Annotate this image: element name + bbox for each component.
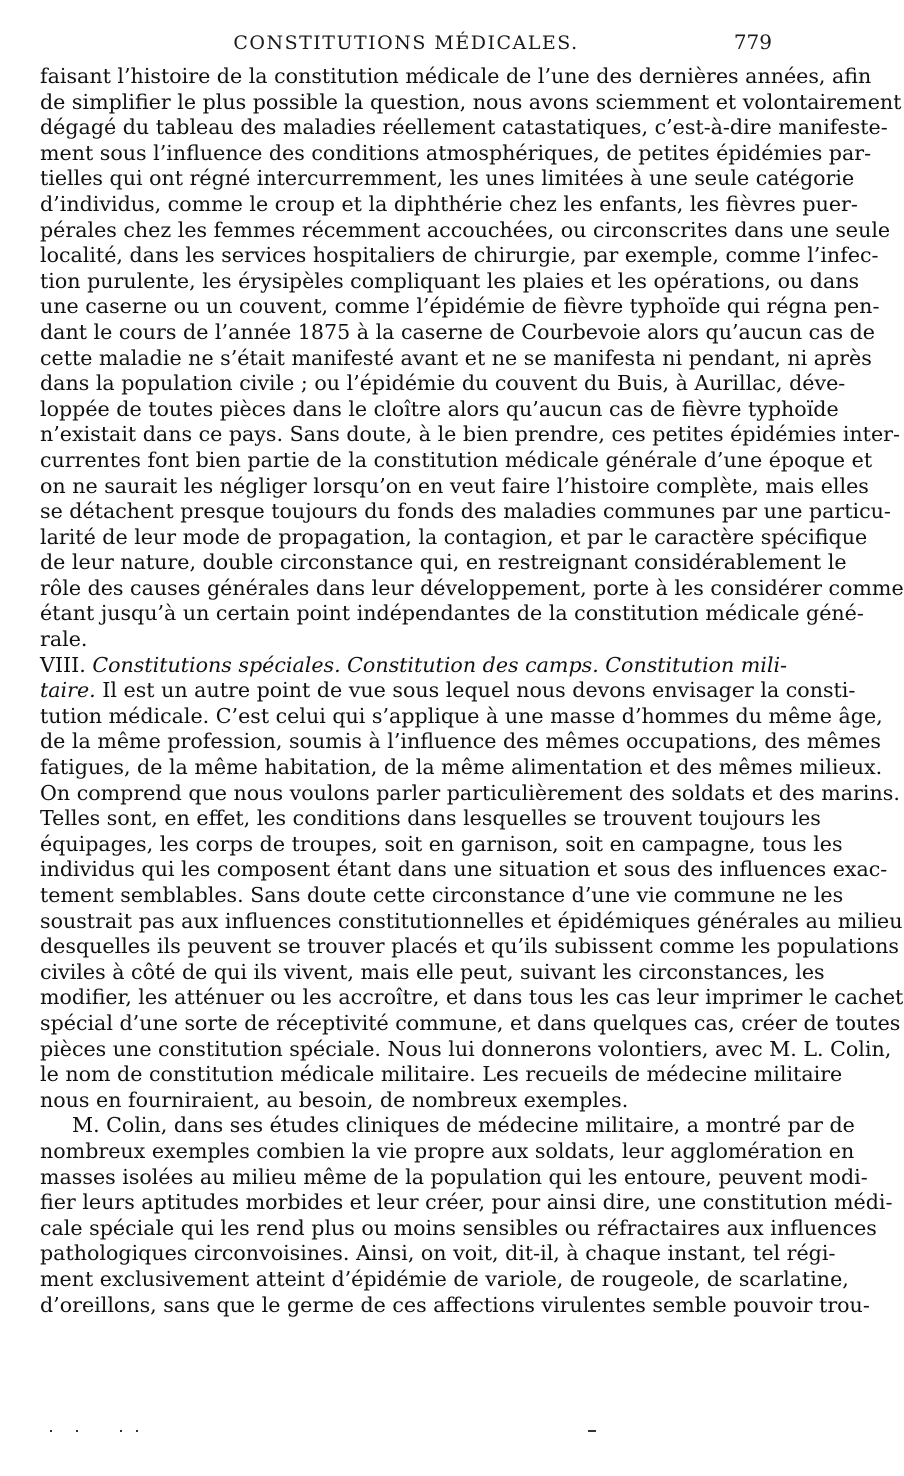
text-line: pérales chez les femmes récemment accouchées, ou circonscrites dans une seule — [40, 217, 891, 242]
text-line: individus qui les composent étant dans une situation et sous des influences exac- — [40, 857, 888, 882]
scan-specks — [40, 1430, 768, 1450]
text-line: soustrait pas aux influences constitutionnelles et épidémiques générales au milieu — [40, 908, 903, 933]
text-line: tution médicale. C’est celui qui s’applique à une masse d’hommes du même âge, — [40, 703, 883, 728]
text-line: localité, dans les services hospitaliers de chirurgie, par exemple, comme l’infec- — [40, 243, 879, 268]
text-run: Il est un autre point de vue sous lequel nous devons envisager la consti- — [95, 678, 856, 703]
text-line: dégagé du tableau des maladies réellement catastatiques, c’est-à-dire manifeste- — [40, 115, 888, 140]
text-line: fier leurs aptitudes morbides et leur créer, pour ainsi dire, une constitution médi- — [40, 1190, 893, 1215]
text-line: tement semblables. Sans doute cette circonstance d’une vie commune ne les — [40, 883, 844, 907]
text-line: masses isolées au milieu même de la population qui les entoure, peuvent modi- — [40, 1164, 868, 1189]
text-line: pathologiques circonvoisines. Ainsi, on voit, dit-il, à chaque instant, tel régi- — [40, 1241, 836, 1266]
paragraph-2 — [40, 652, 904, 1114]
text-line: on ne saurait les négliger lorsqu’on en veut faire l’histoire complète, mais elles — [40, 473, 869, 498]
scan-speck — [588, 1430, 596, 1432]
text-line: cale spéciale qui les rend plus ou moins sensibles ou réfractaires aux influences — [40, 1215, 877, 1240]
text-line: rale. — [40, 627, 88, 652]
scan-speck — [76, 1430, 78, 1432]
text-line: nous en fourniraient, au besoin, de nombreux exemples. — [40, 1087, 629, 1112]
text-line: de leur nature, double circonstance qui, en restreignant considérablement le — [40, 550, 847, 575]
text-line: de la même profession, soumis à l’influence des mêmes occupations, des mêmes — [40, 729, 881, 754]
text-line: larité de leur mode de propagation, la contagion, et par le caractère spécifique — [40, 524, 868, 549]
text-line: dant le cours de l’année 1875 à la caserne de Courbevoie alors qu’aucun cas de — [40, 319, 875, 344]
text-line: dans la population civile ; ou l’épidémie du couvent du Buis, à Aurillac, déve- — [40, 371, 846, 396]
text-line: ment sous l’influence des conditions atmosphériques, de petites épidémies par- — [40, 140, 872, 165]
section-title: Constitutions spéciales. Constitution des camps. Constitution mili- — [92, 652, 788, 677]
text-line: rôle des causes générales dans leur développement, porte à les considérer comme — [40, 575, 904, 600]
text-line: civiles à côté de qui ils vivent, mais elle peut, suivant les circonstances, les — [40, 959, 825, 984]
text-line: nombreux exemples combien la vie propre aux soldats, leur agglomération en — [40, 1138, 855, 1163]
section-heading-line — [40, 652, 788, 679]
section-number: VIII. — [40, 652, 93, 677]
running-head — [40, 30, 772, 60]
text-line: modifier, les atténuer ou les accroître, et dans tous les cas leur imprimer le cachet — [40, 985, 904, 1010]
text-line: de simplifier le plus possible la question, nous avons sciemment et volontairement — [40, 89, 902, 114]
running-title: CONSTITUTIONS MÉDICALES. — [233, 32, 579, 54]
text-line: spécial d’une sorte de réceptivité commune, et dans quelques cas, créer de toutes — [40, 1010, 901, 1035]
text-line: d’oreillons, sans que le germe de ces affections virulentes semble pouvoir trou- — [40, 1292, 870, 1317]
body-text — [40, 64, 904, 1318]
text-line — [40, 678, 856, 704]
text-line: ment exclusivement atteint d’épidémie de variole, de rougeole, de scarlatine, — [40, 1266, 849, 1291]
text-line: n’existait dans ce pays. Sans doute, à le bien prendre, ces petites épidémies inter- — [40, 422, 900, 447]
page-number: 779 — [733, 30, 772, 54]
text-line: tielles qui ont régné intercurremment, les unes limitées à une seule catégorie — [40, 166, 855, 191]
scan-speck — [50, 1430, 52, 1432]
text-line: currentes font bien partie de la constitution médicale générale d’une époque et — [40, 447, 873, 472]
text-line: M. Colin, dans ses études cliniques de médecine militaire, a montré par de — [72, 1113, 855, 1138]
scan-speck — [120, 1430, 122, 1432]
paragraph-1 — [40, 64, 904, 653]
text-line: Telles sont, en effet, les conditions dans lesquelles se trouvent toujours les — [40, 806, 821, 831]
text-line: On comprend que nous voulons parler particulièrement des soldats et des marins. — [40, 780, 900, 805]
text-line: tion purulente, les érysipèles compliquant les plaies et les opérations, ou dans — [40, 268, 860, 293]
text-line: d’individus, comme le croup et la diphthérie chez les enfants, les fièvres puer- — [40, 191, 858, 216]
section-title-end: taire. — [40, 678, 96, 703]
text-line: se détachent presque toujours du fonds des maladies communes par une particu- — [40, 499, 891, 524]
text-line: loppée de toutes pièces dans le cloître alors qu’aucun cas de fièvre typhoïde — [40, 396, 839, 421]
text-line: desquelles ils peuvent se trouver placés et qu’ils subissent comme les populations — [40, 934, 899, 959]
text-line: le nom de constitution médicale militaire. Les recueils de médecine militaire — [40, 1062, 843, 1087]
text-line: faisant l’histoire de la constitution médicale de l’une des dernières années, afin — [40, 64, 872, 88]
text-line: étant jusqu’à un certain point indépendantes de la constitution médicale géné- — [40, 601, 864, 626]
paragraph-3 — [40, 1113, 893, 1318]
scan-speck — [136, 1430, 138, 1432]
text-line: fatigues, de la même habitation, de la même alimentation et des mêmes milieux. — [40, 755, 883, 780]
text-line: cette maladie ne s’était manifesté avant et ne se manifesta ni pendant, ni après — [40, 345, 872, 370]
text-line: équipages, les corps de troupes, soit en garnison, soit en campagne, tous les — [40, 831, 843, 856]
text-line: une caserne ou un couvent, comme l’épidémie de fièvre typhoïde qui régna pen- — [40, 294, 880, 319]
text-line: pièces une constitution spéciale. Nous lui donnerons volontiers, avec M. L. Colin, — [40, 1036, 892, 1061]
